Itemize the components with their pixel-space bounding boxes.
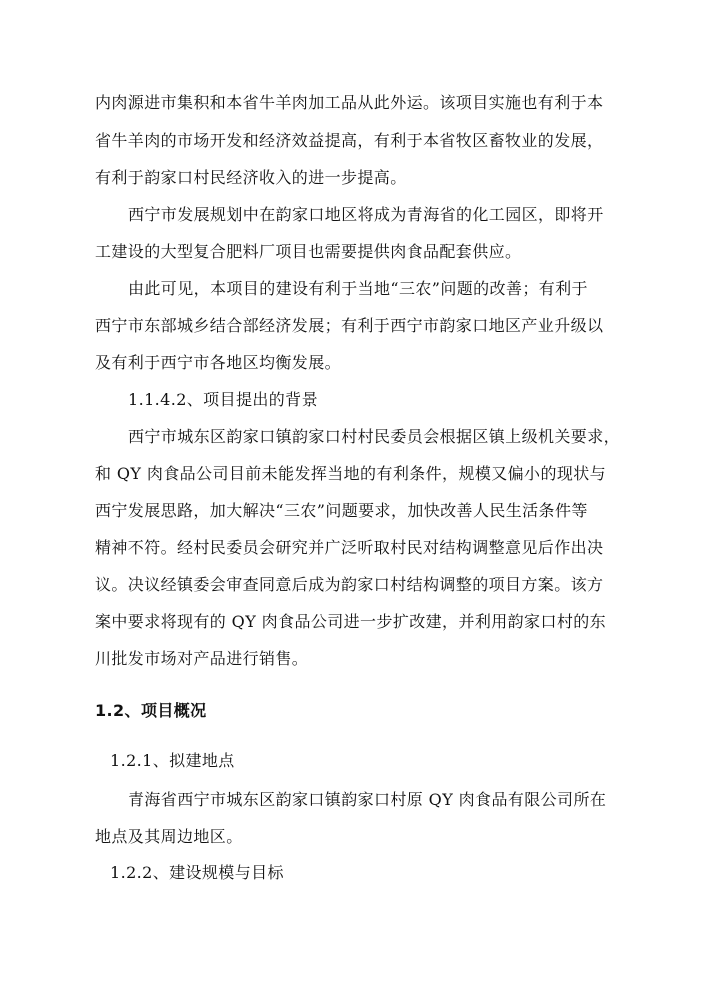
paragraph-line: 西宁市东部城乡结合部经济发展；有利于西宁市韵家口地区产业升级以 — [95, 316, 604, 335]
subsection-title: 1.2.2、建设规模与目标 — [110, 863, 284, 882]
paragraph-line: 西宁市城东区韵家口镇韵家口村村民委员会根据区镇上级机关要求， — [128, 427, 621, 446]
paragraph-line: 议。决议经镇委会审查同意后成为韵家口村结构调整的项目方案。该方 — [95, 575, 604, 594]
subsection-title: 1.1.4.2、项目提出的背景 — [128, 390, 318, 409]
paragraph-line: 省牛羊肉的市场开发和经济效益提高，有利于本省牧区畜牧业的发展， — [95, 131, 604, 150]
paragraph-line: 和 QY 肉食品公司目前未能发挥当地的有利条件，规模又偏小的现状与 — [95, 464, 607, 483]
section-heading: 1.2、项目概况 — [95, 701, 207, 720]
paragraph-line: 西宁发展思路，加大解决“三农”问题要求，加快改善人民生活条件等 — [95, 501, 588, 520]
paragraph-line: 工建设的大型复合肥料厂项目也需要提供肉食品配套供应。 — [95, 242, 522, 261]
paragraph-line: 及有利于西宁市各地区均衡发展。 — [95, 353, 342, 372]
paragraph-line: 地点及其周边地区。 — [95, 827, 243, 846]
paragraph-line: 由此可见，本项目的建设有利于当地“三农”问题的改善；有利于 — [128, 279, 588, 298]
paragraph-line: 案中要求将现有的 QY 肉食品公司进一步扩改建，并利用韵家口村的东 — [95, 612, 607, 631]
paragraph-line: 精神不符。经村民委员会研究并广泛听取村民对结构调整意见后作出决 — [95, 538, 604, 557]
paragraph-line: 西宁市发展规划中在韵家口地区将成为青海省的化工园区，即将开 — [128, 205, 604, 224]
paragraph-line: 有利于韵家口村民经济收入的进一步提高。 — [95, 168, 407, 187]
subsection-title: 1.2.1、拟建地点 — [110, 751, 235, 770]
paragraph-line: 内肉源进市集积和本省牛羊肉加工品从此外运。该项目实施也有利于本 — [95, 93, 604, 112]
paragraph-line: 川批发市场对产品进行销售。 — [95, 649, 309, 668]
paragraph-line: 青海省西宁市城东区韵家口镇韵家口村原 QY 肉食品有限公司所在 — [128, 790, 607, 809]
